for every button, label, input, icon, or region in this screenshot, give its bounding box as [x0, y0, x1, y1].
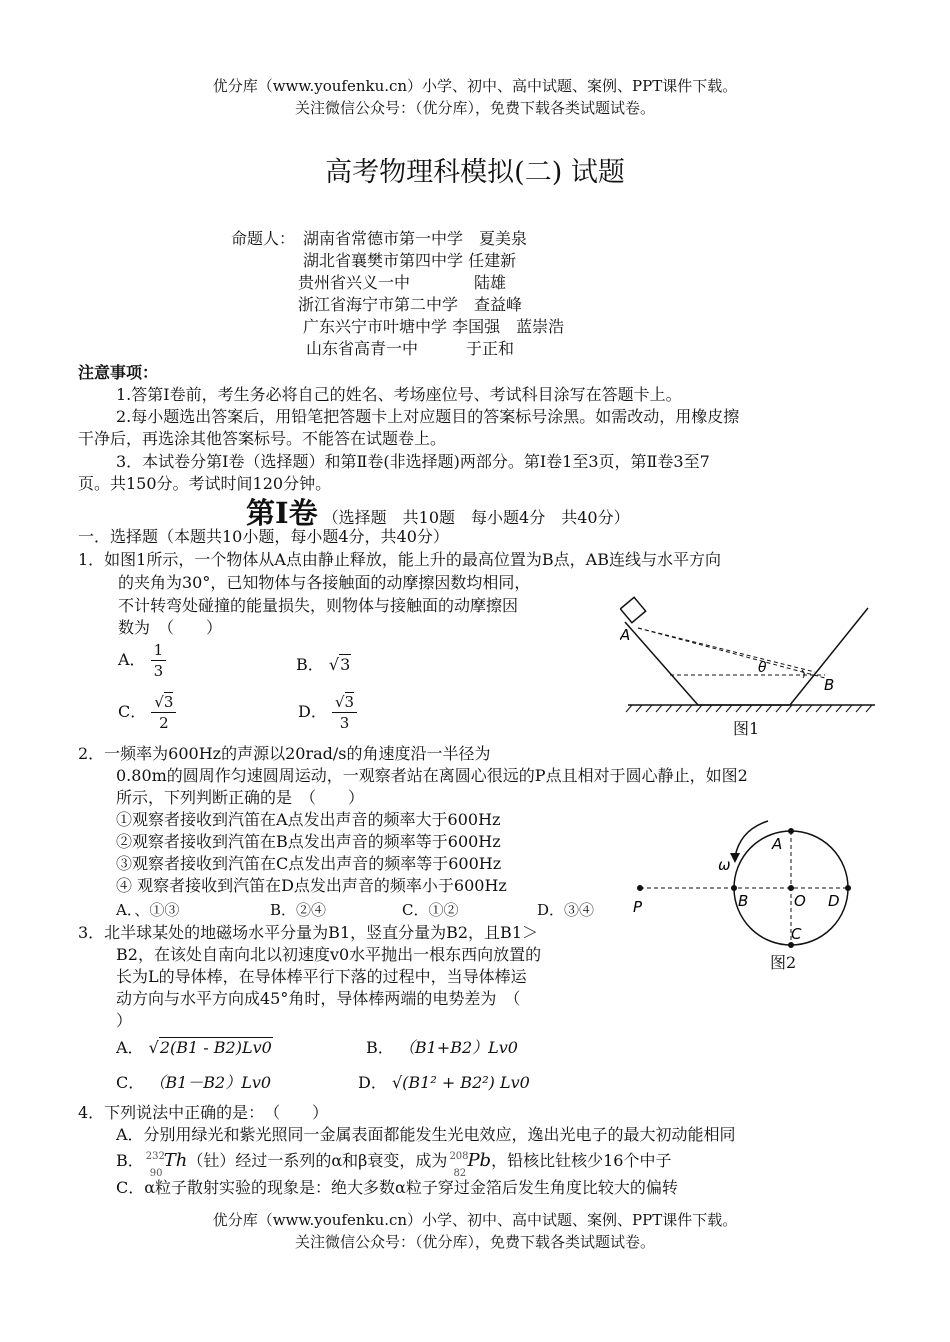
fig2-label-p: P [633, 898, 643, 916]
q3-line: 3．北半球某处的地磁场水平分量为B1，竖直分量为B2，且B1＞ [78, 923, 538, 942]
notice-title: 注意事项： [78, 363, 159, 382]
thorium-symbol: Th [163, 1150, 188, 1171]
q1-option-c-label: C． [118, 702, 147, 721]
q3-option-a [116, 1037, 273, 1059]
numerator: √3 [332, 692, 357, 713]
q2-line: 所示，下列判断正确的是 （ ） [116, 788, 365, 807]
q2-line: 2．一频率为600Hz的声源以20rad/s的角速度沿一半径为 [78, 744, 491, 763]
notice-item: 2.每小题选出答案后，用铅笔把答题卡上对应题目的答案标号涂黑。如需改动，用橡皮擦 [116, 407, 740, 426]
figure-1-diagram [620, 590, 880, 720]
fig2-label-d: D [828, 892, 840, 910]
figure-1-caption: 图1 [733, 719, 760, 738]
nuclide-indices [144, 1150, 165, 1179]
notice-item: 1.答第Ⅰ卷前，考生务必将自己的姓名、考场座位号、考试科目涂写在答题卡上。 [116, 385, 682, 404]
author-line: 广东兴宁市叶塘中学 李国强 蓝崇浩 [303, 317, 565, 336]
q3-line: ） [116, 1011, 133, 1030]
q3-option-c [116, 1072, 271, 1094]
q3-option-a-label: A． [116, 1038, 144, 1057]
atomic-number: 82 [453, 1167, 467, 1179]
authors-label: 命题人： [231, 229, 296, 248]
q2-option: B．②④ [270, 901, 327, 919]
q1-line: 不计转弯处碰撞的能量损失，则物体与接触面的动摩擦因 [118, 596, 519, 615]
radicand: 3 [340, 655, 351, 674]
q3-line: B2，在该处自南向北以初速度v0水平抛出一根东西向放置的 [116, 945, 542, 964]
footer-line-1: 优分库（www.youfenku.cn）小学、初中、高中试题、案例、PPT课件下载。 [212, 1211, 738, 1229]
radicand: 3 [163, 693, 174, 711]
q3-option-b [366, 1037, 518, 1059]
denominator: 2 [159, 714, 169, 732]
part-subtitle: （选择题 共10题 每小题4分 共40分） [322, 508, 630, 527]
nuclide-indices [447, 1150, 469, 1179]
author-line: 贵州省兴义一中 陆雄 [298, 273, 507, 292]
fig1-label-b: B [824, 676, 835, 694]
q1-line: 数为 （ ） [118, 618, 223, 637]
q1-option-a-label: A． [118, 650, 146, 669]
header-line-1: 优分库（www.youfenku.cn）小学、初中、高中试题、案例、PPT课件下载。 [212, 77, 738, 95]
fig2-label-omega: ω [718, 856, 731, 874]
q4-option-c: C．α粒子散射实验的现象是：绝大多数α粒子穿过金箔后发生角度比较大的偏转 [116, 1178, 678, 1197]
author-line: 湖北省襄樊市第四中学 任建新 [303, 251, 517, 270]
q2-line: 0.80m的圆周作匀速圆周运动，一观察者站在离圆心很远的P点且相对于圆心静止，如图2 [116, 766, 748, 785]
numerator: 1 [151, 640, 167, 661]
expression: 2(B1 - B2)Lv0 [159, 1038, 272, 1057]
radicand: 3 [344, 693, 355, 711]
q1-option-d-label: D． [298, 702, 327, 721]
q1-option-b [296, 652, 351, 675]
author-line: 山东省高青一中 于正和 [306, 339, 515, 358]
q3-option-d-label: D． [358, 1073, 387, 1092]
author-line: 湖南省常德市第一中学 夏美泉 [303, 229, 528, 248]
q1-option-d [298, 692, 357, 733]
figure-2-diagram [630, 815, 860, 955]
q1-option-b-label: B． [296, 655, 324, 674]
fraction [332, 692, 357, 733]
q4-option-a: A．分别用绿光和紫光照同一金属表面都能发生光电效应，逸出光电子的最大初动能相同 [116, 1125, 736, 1144]
fig2-label-b: B [738, 892, 749, 910]
fig2-label-o: O [794, 892, 806, 910]
lead-symbol: Pb [467, 1150, 492, 1171]
q4-option-b-text: （钍）经过一系列的α和β衰变，成为 [187, 1151, 448, 1170]
q1-line: 的夹角为30°，已知物体与各接触面的动摩擦因数均相同， [118, 573, 531, 592]
q3-line: 长为L的导体棒，在导体棒平行下落的过程中，当导体棒运 [116, 967, 527, 986]
mass-number: 208 [449, 1150, 469, 1162]
q1-line: 1．如图1所示，一个物体从A点由静止释放，能上升的最高位置为B点，AB连线与水平方向 [78, 550, 721, 569]
atomic-number: 90 [149, 1167, 163, 1179]
q3-option-c-label: C． [116, 1073, 145, 1092]
mass-number: 232 [145, 1150, 165, 1162]
q4-option-b-text: ，铅核比钍核少16个中子 [491, 1151, 672, 1170]
expression: （B1－B2）Lv0 [149, 1073, 272, 1092]
fig2-label-c: C [791, 925, 802, 943]
fig1-label-theta: θ [758, 660, 767, 676]
denominator: 3 [339, 714, 350, 732]
expression: （B1+B2）Lv0 [398, 1038, 518, 1057]
header-line-2: 关注微信公众号：（优分库），免费下载各类试题试卷。 [294, 99, 655, 117]
fig1-label-a: A [620, 626, 631, 644]
sqrt-expression: √2(B1 - B2)Lv0 [148, 1038, 272, 1057]
q1-option-c [118, 692, 176, 733]
q2-statement: ③观察者接收到汽笛在C点发出声音的频率等于600Hz [116, 854, 502, 873]
q2-statement: ①观察者接收到汽笛在A点发出声音的频率大于600Hz [116, 810, 501, 829]
numerator: √3 [151, 692, 176, 713]
part-title: 第Ⅰ卷 [246, 496, 318, 530]
block [620, 597, 645, 622]
fraction [151, 640, 167, 681]
expression: √(B1² + B2²) Lv0 [391, 1073, 530, 1092]
fig2-label-a: A [772, 835, 783, 853]
q2-option: D．③④ [537, 901, 595, 919]
q3-option-b-label: B． [366, 1038, 394, 1057]
fraction [151, 692, 176, 733]
footer-line-2: 关注微信公众号：（优分库），免费下载各类试题试卷。 [294, 1233, 655, 1251]
sqrt-expression: √3 [328, 655, 351, 674]
q3-line: 动方向与水平方向成45°角时，导体棒两端的电势差为 （ [116, 989, 521, 1008]
q1-option-a [118, 640, 166, 681]
notice-item: 干净后，再选涂其他答案标号。不能答在试题卷上。 [78, 429, 447, 448]
q3-option-d [358, 1072, 530, 1094]
denominator: 3 [153, 662, 164, 680]
section-heading: 一．选择题（本题共10小题，每小题4分，共40分） [78, 527, 449, 546]
q2-option: C．①② [402, 901, 459, 919]
page-title: 高考物理科模拟(二) 试题 [325, 157, 625, 188]
q4-option-b [116, 1150, 672, 1179]
notice-item: 3．本试卷分第Ⅰ卷（选择题）和第Ⅱ卷(非选择题)两部分。第Ⅰ卷1至3页，第Ⅱ卷3至7 [116, 452, 710, 471]
q4-stem: 4．下列说法中正确的是： （ ） [78, 1103, 329, 1122]
figure-2-caption: 图2 [770, 953, 797, 972]
q2-option: A．、①③ [116, 901, 180, 919]
author-line: 浙江省海宁市第二中学 查益峰 [298, 295, 523, 314]
q2-statement: ④ 观察者接收到汽笛在D点发出声音的频率小于600Hz [116, 876, 507, 895]
q4-option-b-label: B． [116, 1151, 144, 1170]
notice-item: 页。共150分。考试时间120分钟。 [78, 474, 332, 493]
q2-statement: ②观察者接收到汽笛在B点发出声音的频率等于600Hz [116, 832, 501, 851]
